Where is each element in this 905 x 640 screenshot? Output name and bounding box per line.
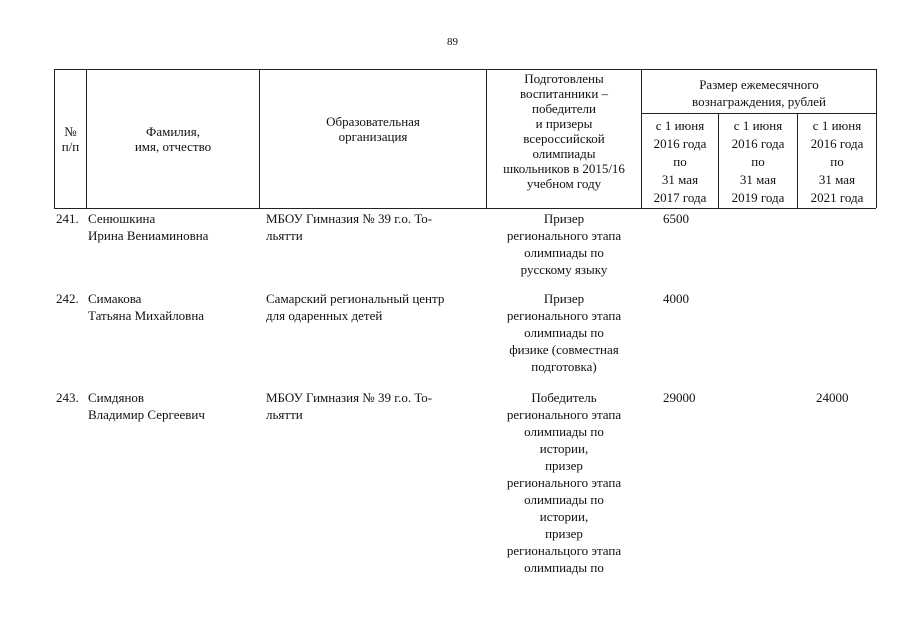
reward-subheader-divider xyxy=(641,113,876,114)
row-amount-2017: 29000 xyxy=(663,390,696,405)
row-olympiad-result: Призер регионального этапа олимпиады по физике (совместная подготовка) xyxy=(506,291,622,374)
row-organization: МБОУ Гимназия № 39 г.о. То- льятти xyxy=(266,390,433,422)
header-bottom-border xyxy=(54,208,876,209)
row-number: 242. xyxy=(56,291,79,306)
row-olympiad-result: Призер регионального этапа олимпиады по русскому языку xyxy=(506,211,622,277)
row-full-name: Симакова Татьяна Михайловна xyxy=(88,291,205,323)
header-monthly-reward: Размер ежемесячного вознаграждения, рублей xyxy=(692,77,826,109)
border-right xyxy=(876,69,877,208)
row-olympiad-result: Победитель регионального этапа олимпиады по истории, призер регионального этапа олимпиады по истории, призер региональцого этапа олимпиады по xyxy=(506,390,622,575)
row-number: 243. xyxy=(56,390,79,405)
header-num: № п/п xyxy=(61,124,80,154)
header-full-name: Фамилия, имя, отчество xyxy=(134,124,212,154)
header-organization: Образовательная организация xyxy=(326,114,420,144)
row-full-name: Симдянов Владимир Сергеевич xyxy=(88,390,205,422)
row-organization: МБОУ Гимназия № 39 г.о. То- льятти xyxy=(266,211,433,243)
row-number: 241. xyxy=(56,211,79,226)
row-amount-2021: 24000 xyxy=(816,390,849,405)
header-period-2021: с 1 июня 2016 года по 31 мая 2021 года xyxy=(810,118,864,205)
header-period-2019: с 1 июня 2016 года по 31 мая 2019 года xyxy=(731,118,785,205)
row-amount-2017: 6500 xyxy=(663,211,689,226)
row-organization: Самарский региональный центр для одаренных детей xyxy=(266,291,445,323)
page-number: 89 xyxy=(447,36,458,48)
row-amount-2017: 4000 xyxy=(663,291,689,306)
header-prepared-students: Подготовлены воспитанники – победители и призеры всероссийской олимпиады школьников в 2015/16 учебном году xyxy=(503,71,625,191)
row-full-name: Сенюшкина Ирина Вениаминовна xyxy=(88,211,209,243)
header-period-2017: с 1 июня 2016 года по 31 мая 2017 года xyxy=(653,118,707,205)
